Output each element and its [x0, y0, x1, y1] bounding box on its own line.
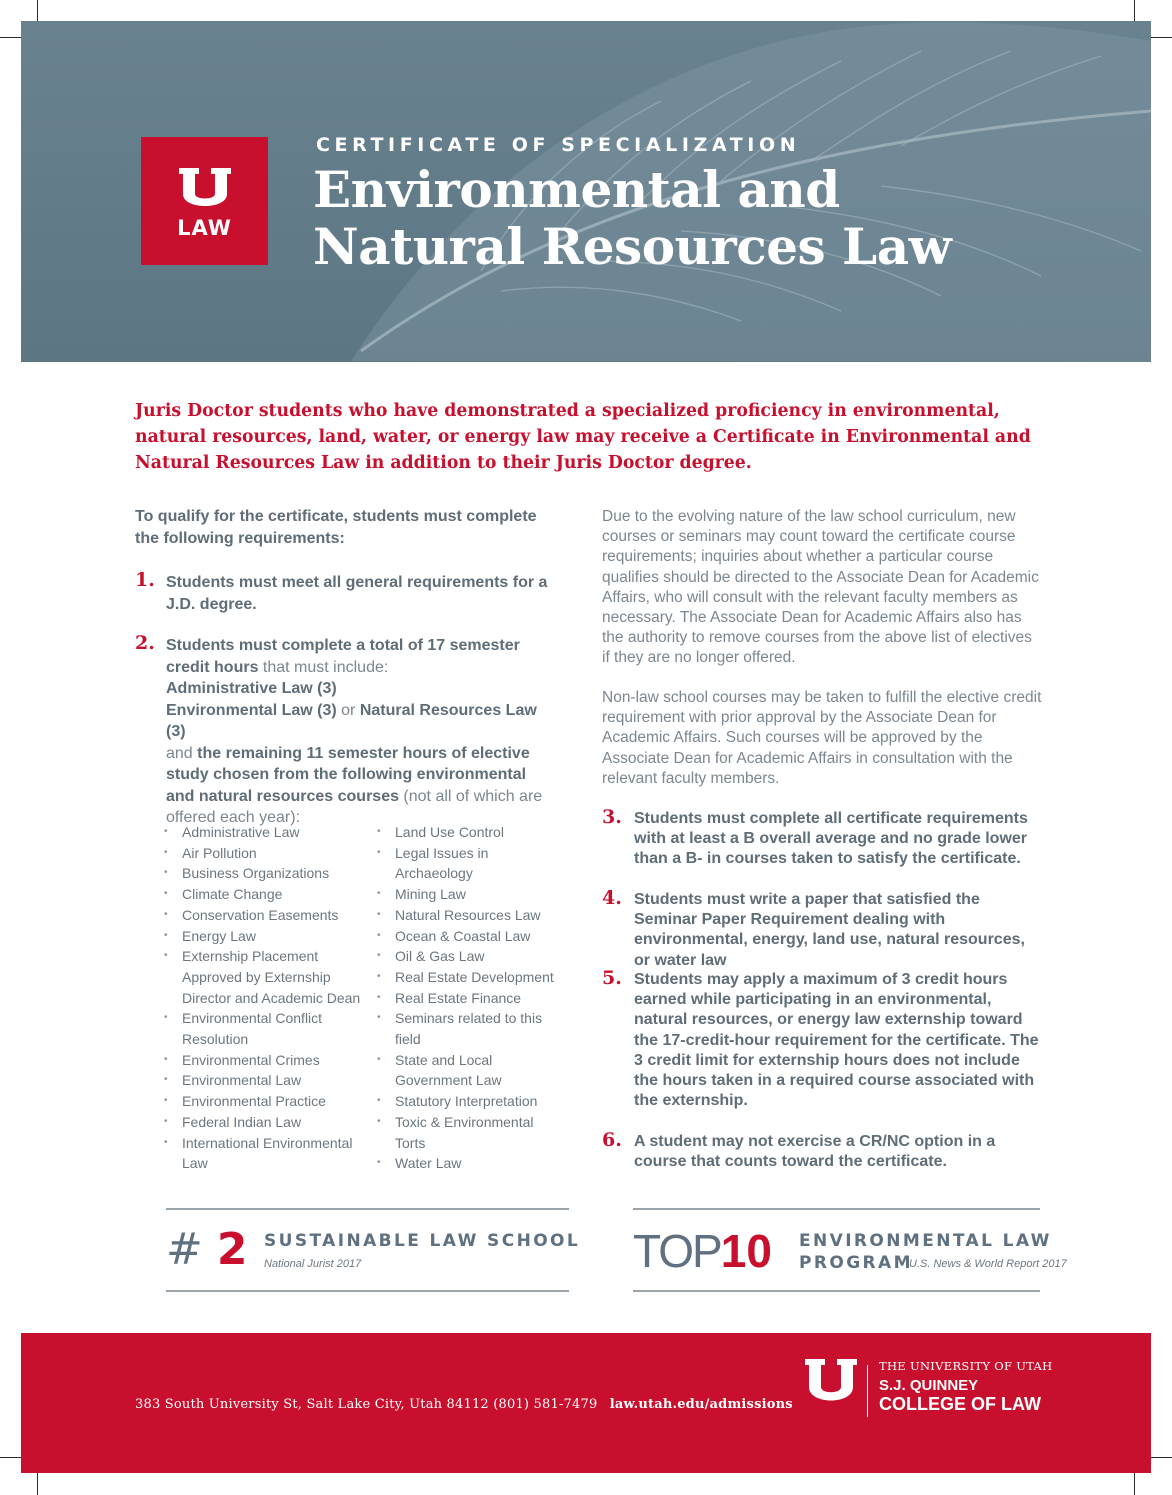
- course-list-item: • International Environmental Law: [164, 1133, 364, 1174]
- req2-text-i: (not all of which are offered each year):: [166, 787, 543, 826]
- course-list-item: • Ocean & Coastal Law: [377, 926, 562, 947]
- crop-mark: [0, 37, 22, 38]
- crop-mark: [1150, 1457, 1172, 1458]
- top-word: TOP: [633, 1225, 721, 1277]
- logo-law-text: LAW: [177, 216, 232, 240]
- crop-mark: [1134, 0, 1135, 22]
- hero-banner: [21, 21, 1151, 362]
- crop-mark: [37, 1473, 38, 1495]
- title-line-2: Natural Resources Law: [313, 217, 952, 276]
- crop-mark: [1134, 1473, 1135, 1495]
- req2-or: or: [336, 701, 360, 719]
- lead-text: To qualify for the certificate, students must complete the following requirements:: [135, 508, 537, 547]
- course-list-item: • Legal Issues in Archaeology: [377, 843, 562, 884]
- block-u-icon: [177, 166, 233, 212]
- top-number: 10: [720, 1225, 772, 1277]
- block-u-icon: [803, 1357, 859, 1407]
- rank-number: 2: [216, 1224, 248, 1275]
- course-list-item: • Energy Law: [164, 926, 364, 947]
- req2-nat-res-law: Natural Resources Law (3): [166, 701, 537, 740]
- crop-mark: [1150, 37, 1172, 38]
- requirement-number: 4.: [602, 887, 622, 909]
- badge-rule-bottom: [166, 1290, 569, 1292]
- title-line-1: Environmental and: [313, 160, 840, 219]
- requirement-number: 3.: [602, 806, 622, 828]
- top10-badge-number: [633, 1226, 772, 1276]
- course-list-item: • Federal Indian Law: [164, 1112, 364, 1133]
- badge-rule-top: [166, 1208, 569, 1210]
- requirement-text: Students must complete all certificate requirements with at least a B overall average and no grade lower than a B- in courses taken to satisfy the certificate.: [634, 810, 1028, 868]
- requirement-number: 2.: [135, 632, 155, 654]
- course-list-item: • Externship Placement Approved by Externship Director and Academic Dean: [164, 946, 364, 1008]
- course-list-right: [377, 822, 562, 1174]
- course-list-item: • Land Use Control: [377, 822, 562, 843]
- req2-admin-law: Administrative Law (3): [166, 680, 337, 697]
- course-list-item: • Toxic & Environmental Torts: [377, 1112, 562, 1153]
- footer-bar: [21, 1333, 1151, 1473]
- page-title: [313, 161, 951, 275]
- course-list-item: • Seminars related to this field: [377, 1008, 562, 1049]
- course-list-item: • Environmental Crimes: [164, 1050, 364, 1071]
- course-list-item: • Environmental Conflict Resolution: [164, 1008, 364, 1049]
- u-law-logo: [141, 137, 268, 265]
- requirement-text: A student may not exercise a CR/NC option in a course that counts toward the certificate.: [634, 1133, 996, 1171]
- top10-badge-title: ENVIRONMENTAL LAW: [799, 1231, 1052, 1251]
- intro-paragraph: Juris Doctor students who have demonstrated a specialized proficiency in environmental, natural resources, land, water, or energy law may receive a Certificate in Environmental and Natural Resources Law in addition to their Juris Doctor degree.: [135, 401, 1031, 473]
- course-list-item: • Oil & Gas Law: [377, 946, 562, 967]
- curriculum-note: Due to the evolving nature of the law school curriculum, new courses or seminars may count toward the certificate course requirements; inquiries about whether a particular course qualifies should be directed to the Associate Dean for Academic Affairs, who will consult with the relevant faculty members as necessary. The Associate Dean for Academic Affairs also has the authority to remove courses from the above list of electives if they are no longer offered.: [602, 508, 1039, 667]
- course-list-left: [164, 822, 364, 1174]
- college-name-1: S.J. QUINNEY: [879, 1377, 979, 1394]
- course-list-item: • Business Organizations: [164, 863, 364, 884]
- footer-address: [135, 1397, 793, 1412]
- top10-badge-source: U.S. News & World Report 2017: [909, 1258, 1067, 1270]
- rank-badge-source: National Jurist 2017: [264, 1258, 362, 1270]
- course-list-item: • Air Pollution: [164, 843, 364, 864]
- rank-badge-title: SUSTAINABLE LAW SCHOOL: [264, 1231, 581, 1251]
- req2-bold-h: the remaining 11 semester hours of elective study chosen from the following environmental and natural resources courses: [166, 744, 530, 805]
- eyebrow-label: CERTIFICATE OF SPECIALIZATION: [316, 134, 801, 156]
- requirement-number: 6.: [602, 1129, 622, 1151]
- course-list-item: • Water Law: [377, 1153, 562, 1174]
- non-law-note: Non-law school courses may be taken to fulfill the elective credit requirement with prior approval by the Associate Dean for Academic Affairs. Such courses will be approved by the Associate Dean for Academic Affairs in consultation with the relevant faculty members.: [602, 689, 1042, 787]
- requirement-number: 5.: [602, 967, 622, 989]
- req2-and: and: [166, 744, 198, 762]
- course-list-item: • Real Estate Finance: [377, 988, 562, 1009]
- course-list-item: • Real Estate Development: [377, 967, 562, 988]
- badge-rule-top: [633, 1208, 1040, 1210]
- course-list-item: • Administrative Law: [164, 822, 364, 843]
- course-list-item: • Natural Resources Law: [377, 905, 562, 926]
- top10-badge-title-2: PROGRAM: [799, 1253, 913, 1273]
- crop-mark: [0, 1457, 22, 1458]
- badge-rule-bottom: [633, 1290, 1040, 1292]
- college-name-2: COLLEGE OF LAW: [879, 1394, 1041, 1414]
- course-list-item: • Environmental Practice: [164, 1091, 364, 1112]
- address-text: 383 South University St, Salt Lake City, Utah 84112 (801) 581-7479: [135, 1397, 598, 1412]
- requirement-text: Students may apply a maximum of 3 credit hours earned while participating in an environmental, natural resources, or energy law externship toward the 17-credit-hour requirement for the certificate. The 3 credit limit for externship hours does not include the hours taken in a required course associated with the externship.: [634, 971, 1039, 1110]
- req2-bold-a: Students must complete a total of 17 semester credit hours: [166, 637, 520, 676]
- course-list-item: • Climate Change: [164, 884, 364, 905]
- course-list-item: • Mining Law: [377, 884, 562, 905]
- requirement-text: Students must meet all general requirements for a J.D. degree.: [166, 574, 548, 613]
- course-list-item: • Conservation Easements: [164, 905, 364, 926]
- rank-hash: #: [166, 1224, 203, 1275]
- requirement-text: [166, 635, 558, 829]
- crop-mark: [37, 0, 38, 22]
- requirement-number: 1.: [135, 569, 155, 591]
- req2-text-b: that must include:: [258, 658, 389, 676]
- course-list-item: • Environmental Law: [164, 1070, 364, 1091]
- req2-env-law: Environmental Law (3): [166, 701, 337, 719]
- rank-badge-number: [166, 1226, 248, 1274]
- course-list-item: • Statutory Interpretation: [377, 1091, 562, 1112]
- requirement-text: Students must write a paper that satisfied the Seminar Paper Requirement dealing with environmental, energy, land use, natural resources, or water law: [634, 891, 1025, 969]
- footer-divider: [867, 1365, 868, 1417]
- course-list-item: • State and Local Government Law: [377, 1050, 562, 1091]
- website-link[interactable]: law.utah.edu/admissions: [609, 1397, 793, 1412]
- university-name: THE UNIVERSITY OF UTAH: [879, 1359, 1053, 1373]
